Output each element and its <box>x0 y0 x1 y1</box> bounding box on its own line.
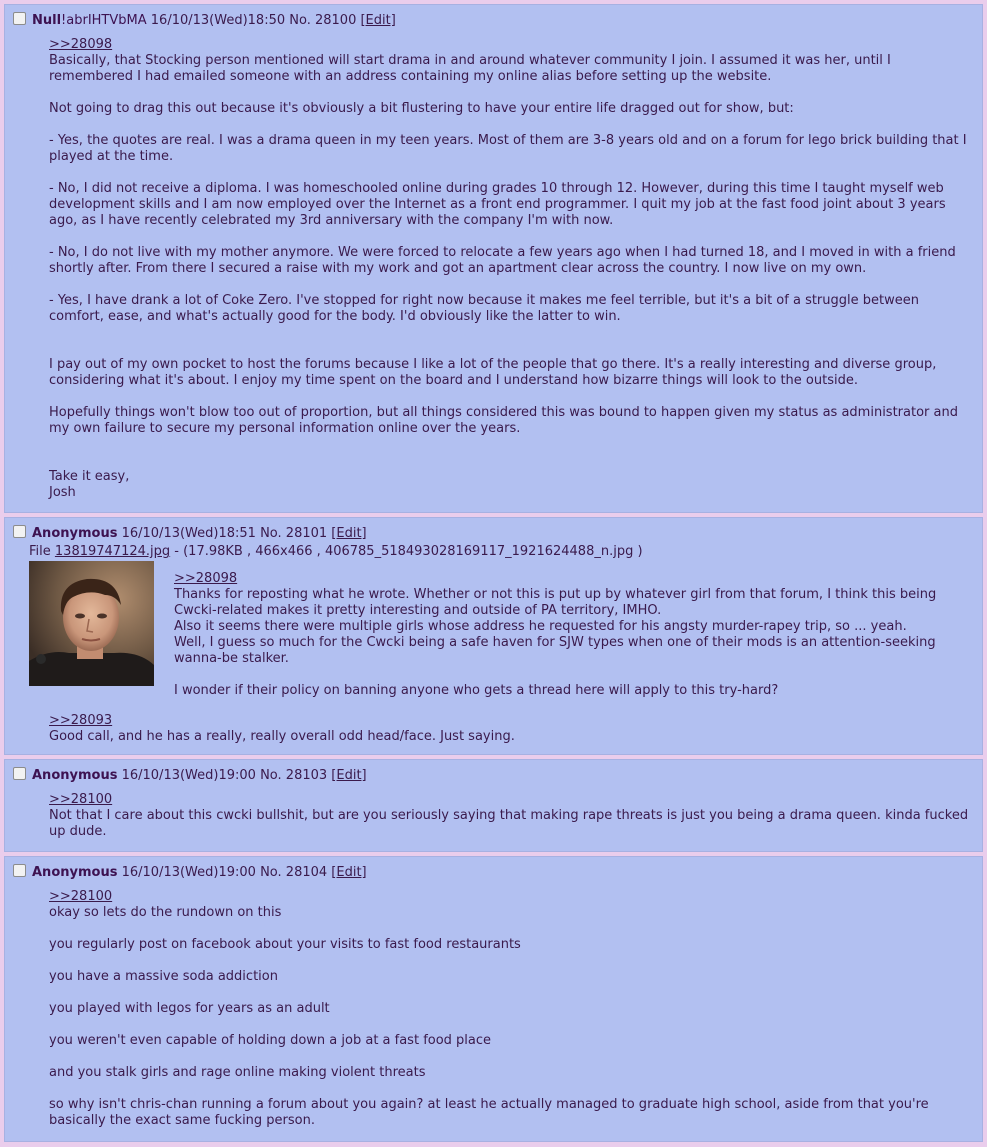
portrait-image <box>29 561 154 686</box>
post-paragraph <box>49 341 974 357</box>
post-paragraph: you have a massive soda addiction <box>49 969 278 984</box>
post-paragraph: Well, I guess so much for the Cwcki being a safe haven for SJW types when one of their mods is an attention-seeking wanna-be stalker. <box>174 635 936 666</box>
post-thumbnail-image[interactable] <box>29 561 154 686</box>
post-paragraph <box>49 325 974 341</box>
post-paragraph: okay so lets do the rundown on this <box>49 905 282 920</box>
post-header <box>13 766 974 786</box>
post-select-checkbox[interactable] <box>13 525 26 538</box>
post-paragraph <box>49 1017 974 1033</box>
post-header <box>13 11 974 31</box>
poster-name: Anonymous <box>32 865 118 880</box>
poster-name: Anonymous <box>32 526 118 541</box>
file-link[interactable]: 13819747124.jpg <box>54 544 171 559</box>
post-paragraph <box>49 921 974 937</box>
post-paragraph: Not going to drag this out because it's obviously a bit flustering to have your entire life dragged out for show, but: <box>49 101 794 116</box>
post-paragraph: and you stalk girls and rage online making violent threats <box>49 1065 426 1080</box>
post-paragraph: Take it easy, <box>49 469 130 484</box>
post-paragraph <box>49 1081 974 1097</box>
quote-link[interactable]: >>28098 <box>49 37 113 52</box>
edit-link[interactable]: [Edit] <box>331 768 367 783</box>
post-paragraph <box>49 1049 974 1065</box>
file-label: File <box>29 544 51 559</box>
post-date: 16/10/13(Wed)18:50 <box>150 13 286 28</box>
post-select-checkbox[interactable] <box>13 767 26 780</box>
poster-name: Anonymous <box>32 768 118 783</box>
post-header <box>13 863 974 883</box>
post <box>4 856 983 1142</box>
edit-link[interactable]: [Edit] <box>331 526 367 541</box>
post-number[interactable]: No. 28104 <box>260 865 328 880</box>
post-date: 16/10/13(Wed)18:51 <box>121 526 256 541</box>
quote-link[interactable]: >>28100 <box>49 889 113 904</box>
post-paragraph: Good call, and he has a really, really overall odd head/face. Just saying. <box>49 729 515 744</box>
post-paragraph: so why isn't chris-chan running a forum about you again? at least he actually managed to graduate high school, aside from that you're basically the exact same fucking person. <box>49 1097 929 1128</box>
file-details: - (17.98KB , 466x466 , 406785_518493028169117_1921624488_n.jpg ) <box>174 544 643 559</box>
quote-link[interactable]: >>28098 <box>174 571 238 586</box>
post-paragraph <box>49 453 974 469</box>
post-paragraph <box>49 389 974 405</box>
post-paragraph: you regularly post on facebook about your visits to fast food restaurants <box>49 937 521 952</box>
file-info <box>13 544 974 560</box>
post-number[interactable]: No. 28101 <box>260 526 328 541</box>
post-paragraph <box>49 953 974 969</box>
post-paragraph <box>49 229 974 245</box>
post-paragraph: - Yes, the quotes are real. I was a drama queen in my teen years. Most of them are 3-8 years old and on a forum for lego brick building that I played at the time. <box>49 133 967 164</box>
post-body <box>13 883 974 1129</box>
post-paragraph: Hopefully things won't blow too out of proportion, but all things considered this was bound to happen given my status as administrator and my own failure to secure my personal information online over the years. <box>49 405 958 436</box>
post-paragraph: you played with legos for years as an adult <box>49 1001 330 1016</box>
post <box>4 4 983 513</box>
post <box>4 517 983 755</box>
post <box>4 759 983 852</box>
edit-link[interactable]: [Edit] <box>360 13 396 28</box>
post-paragraph: I pay out of my own pocket to host the forums because I like a lot of the people that go there. It's a really interesting and diverse group, considering what it's about. I enjoy my time spent on the board and I understand how bizarre things will look to the outside. <box>49 357 937 388</box>
post-number[interactable]: No. 28100 <box>289 13 357 28</box>
post-date: 16/10/13(Wed)19:00 <box>121 865 256 880</box>
post-paragraph: - No, I do not live with my mother anymore. We were forced to relocate a few years ago when I had turned 18, and I moved in with a friend shortly after. From there I secured a raise with my work and got an apartment clear across the country. I now live on my own. <box>49 245 956 276</box>
post-paragraph <box>49 277 974 293</box>
post-paragraph: - Yes, I have drank a lot of Coke Zero. I've stopped for right now because it makes me feel terrible, but it's a bit of a struggle between comfort, ease, and what's actually good for the body. I'd obviously like the latter to win. <box>49 293 919 324</box>
post-date: 16/10/13(Wed)19:00 <box>121 768 256 783</box>
post-paragraph: - No, I did not receive a diploma. I was homeschooled online during grades 10 through 12. However, during this time I taught myself web development skills and I am now employed over the Internet as a front end programmer. I quit my job at the fast food joint about 3 years ago, as I have recently celebrated my 3rd anniversary with the company I'm with now. <box>49 181 946 228</box>
poster-name: Null <box>32 13 62 28</box>
post-header <box>13 524 974 544</box>
post-body <box>13 31 974 501</box>
post-number[interactable]: No. 28103 <box>260 768 328 783</box>
post-body <box>154 561 974 699</box>
post-paragraph <box>49 165 974 181</box>
post-paragraph: Basically, that Stocking person mentioned will start drama in and around whatever community I join. I assumed it was her, until I remembered I had emailed someone with an address containing my online alias before setting up the website. <box>49 53 891 84</box>
edit-link[interactable]: [Edit] <box>331 865 367 880</box>
post-body-continued <box>13 699 974 745</box>
post-paragraph: you weren't even capable of holding down a job at a fast food place <box>49 1033 492 1048</box>
post-select-checkbox[interactable] <box>13 864 26 877</box>
post-paragraph <box>49 85 974 101</box>
post-paragraph: Not that I care about this cwcki bullshit, but are you seriously saying that making rape threats is just you being a drama queen. kinda fucked up dude. <box>49 808 969 839</box>
post-select-checkbox[interactable] <box>13 12 26 25</box>
post-paragraph: Thanks for reposting what he wrote. Whether or not this is put up by whatever girl from that forum, I think this being Cwcki-related makes it pretty interesting and outside of PA territory, IMHO. <box>174 587 937 618</box>
quote-link[interactable]: >>28093 <box>49 713 113 728</box>
post-paragraph: Also it seems there were multiple girls whose address he requested for his angsty murder-rapey trip, so ... yeah. <box>174 619 907 634</box>
post-paragraph <box>49 437 974 453</box>
post-paragraph: Josh <box>49 485 76 500</box>
tripcode: !abrIHTVbMA <box>61 13 147 28</box>
quote-link[interactable]: >>28100 <box>49 792 113 807</box>
post-paragraph <box>174 667 974 683</box>
post-paragraph <box>49 117 974 133</box>
post-body <box>13 786 974 840</box>
post-paragraph: I wonder if their policy on banning anyone who gets a thread here will apply to this try-hard? <box>174 683 779 698</box>
post-paragraph <box>49 985 974 1001</box>
post-content-with-image <box>13 560 974 699</box>
